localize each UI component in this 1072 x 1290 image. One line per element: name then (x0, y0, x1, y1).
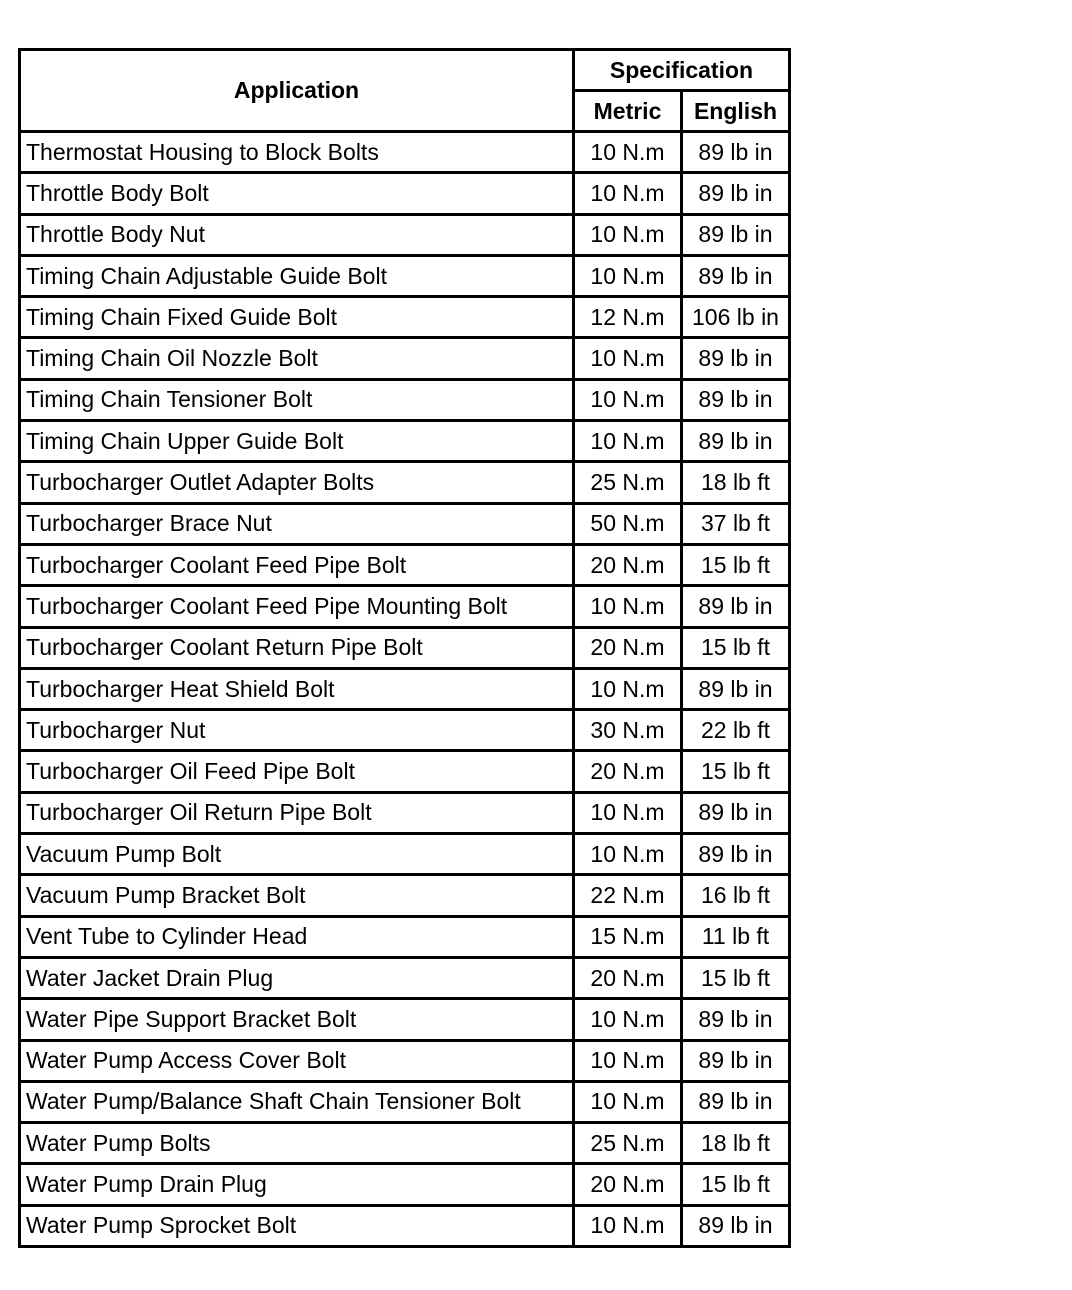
metric-cell: 10 N.m (574, 1081, 682, 1122)
table-row (20, 957, 790, 998)
table-row (20, 1164, 790, 1205)
english-cell: 106 lb in (682, 297, 790, 338)
english-cell: 37 lb ft (682, 503, 790, 544)
english-cell: 15 lb ft (682, 1164, 790, 1205)
metric-cell: 22 N.m (574, 875, 682, 916)
application-cell: Water Pump Bolts (20, 1123, 574, 1164)
english-cell: 89 lb in (682, 132, 790, 173)
table-row (20, 1040, 790, 1081)
table-row (20, 421, 790, 462)
english-cell: 15 lb ft (682, 627, 790, 668)
application-cell: Timing Chain Adjustable Guide Bolt (20, 255, 574, 296)
english-cell: 89 lb in (682, 338, 790, 379)
application-cell: Turbocharger Brace Nut (20, 503, 574, 544)
application-cell: Vacuum Pump Bolt (20, 834, 574, 875)
application-cell: Thermostat Housing to Block Bolts (20, 132, 574, 173)
metric-cell: 10 N.m (574, 214, 682, 255)
metric-cell: 50 N.m (574, 503, 682, 544)
application-cell: Water Jacket Drain Plug (20, 957, 574, 998)
english-cell: 89 lb in (682, 379, 790, 420)
application-cell: Water Pump/Balance Shaft Chain Tensioner Bolt (20, 1081, 574, 1122)
application-cell: Timing Chain Tensioner Bolt (20, 379, 574, 420)
metric-cell: 30 N.m (574, 710, 682, 751)
application-cell: Turbocharger Coolant Return Pipe Bolt (20, 627, 574, 668)
metric-cell: 20 N.m (574, 1164, 682, 1205)
table-body (20, 132, 790, 1247)
english-cell: 89 lb in (682, 1205, 790, 1246)
application-cell: Turbocharger Outlet Adapter Bolts (20, 462, 574, 503)
application-cell: Timing Chain Oil Nozzle Bolt (20, 338, 574, 379)
english-cell: 89 lb in (682, 999, 790, 1040)
metric-cell: 10 N.m (574, 1040, 682, 1081)
table-row (20, 379, 790, 420)
english-cell: 89 lb in (682, 173, 790, 214)
metric-cell: 10 N.m (574, 668, 682, 709)
english-cell: 89 lb in (682, 214, 790, 255)
metric-cell: 20 N.m (574, 957, 682, 998)
metric-cell: 10 N.m (574, 132, 682, 173)
metric-cell: 10 N.m (574, 173, 682, 214)
table-row (20, 792, 790, 833)
english-cell: 89 lb in (682, 586, 790, 627)
table-row (20, 132, 790, 173)
metric-cell: 15 N.m (574, 916, 682, 957)
english-cell: 15 lb ft (682, 751, 790, 792)
english-header: English (682, 91, 790, 132)
table-row (20, 338, 790, 379)
english-cell: 89 lb in (682, 792, 790, 833)
header-row-top (20, 50, 790, 91)
english-cell: 89 lb in (682, 1040, 790, 1081)
english-cell: 16 lb ft (682, 875, 790, 916)
application-cell: Water Pipe Support Bracket Bolt (20, 999, 574, 1040)
metric-cell: 10 N.m (574, 586, 682, 627)
table-row (20, 586, 790, 627)
metric-cell: 10 N.m (574, 999, 682, 1040)
application-cell: Water Pump Sprocket Bolt (20, 1205, 574, 1246)
table-row (20, 255, 790, 296)
table-row (20, 751, 790, 792)
english-cell: 15 lb ft (682, 544, 790, 585)
table-row (20, 999, 790, 1040)
metric-cell: 20 N.m (574, 751, 682, 792)
application-cell: Timing Chain Upper Guide Bolt (20, 421, 574, 462)
application-cell: Throttle Body Nut (20, 214, 574, 255)
application-cell: Vent Tube to Cylinder Head (20, 916, 574, 957)
metric-cell: 10 N.m (574, 1205, 682, 1246)
english-cell: 89 lb in (682, 255, 790, 296)
table-header (20, 50, 790, 132)
table-row (20, 1123, 790, 1164)
table-row (20, 627, 790, 668)
english-cell: 18 lb ft (682, 1123, 790, 1164)
metric-header: Metric (574, 91, 682, 132)
metric-cell: 20 N.m (574, 544, 682, 585)
english-cell: 18 lb ft (682, 462, 790, 503)
english-cell: 22 lb ft (682, 710, 790, 751)
application-cell: Timing Chain Fixed Guide Bolt (20, 297, 574, 338)
english-cell: 89 lb in (682, 668, 790, 709)
metric-cell: 20 N.m (574, 627, 682, 668)
table-row (20, 668, 790, 709)
metric-cell: 25 N.m (574, 462, 682, 503)
table-row (20, 214, 790, 255)
table-row (20, 1205, 790, 1246)
metric-cell: 25 N.m (574, 1123, 682, 1164)
metric-cell: 10 N.m (574, 834, 682, 875)
english-cell: 89 lb in (682, 421, 790, 462)
application-cell: Turbocharger Nut (20, 710, 574, 751)
application-header: Application (20, 50, 574, 132)
english-cell: 89 lb in (682, 1081, 790, 1122)
metric-cell: 10 N.m (574, 792, 682, 833)
application-cell: Turbocharger Coolant Feed Pipe Mounting Bolt (20, 586, 574, 627)
table-row (20, 462, 790, 503)
specification-header: Specification (574, 50, 790, 91)
application-cell: Throttle Body Bolt (20, 173, 574, 214)
table-row (20, 173, 790, 214)
table-row (20, 834, 790, 875)
application-cell: Vacuum Pump Bracket Bolt (20, 875, 574, 916)
application-cell: Turbocharger Coolant Feed Pipe Bolt (20, 544, 574, 585)
english-cell: 15 lb ft (682, 957, 790, 998)
english-cell: 89 lb in (682, 834, 790, 875)
table-row (20, 297, 790, 338)
table-row (20, 503, 790, 544)
english-cell: 11 lb ft (682, 916, 790, 957)
application-cell: Water Pump Access Cover Bolt (20, 1040, 574, 1081)
metric-cell: 10 N.m (574, 421, 682, 462)
metric-cell: 10 N.m (574, 379, 682, 420)
table-row (20, 875, 790, 916)
metric-cell: 10 N.m (574, 338, 682, 379)
application-cell: Turbocharger Oil Feed Pipe Bolt (20, 751, 574, 792)
metric-cell: 10 N.m (574, 255, 682, 296)
table-row (20, 544, 790, 585)
table-row (20, 710, 790, 751)
application-cell: Water Pump Drain Plug (20, 1164, 574, 1205)
application-cell: Turbocharger Oil Return Pipe Bolt (20, 792, 574, 833)
torque-spec-table (18, 48, 791, 1248)
metric-cell: 12 N.m (574, 297, 682, 338)
table-row (20, 1081, 790, 1122)
application-cell: Turbocharger Heat Shield Bolt (20, 668, 574, 709)
table-row (20, 916, 790, 957)
